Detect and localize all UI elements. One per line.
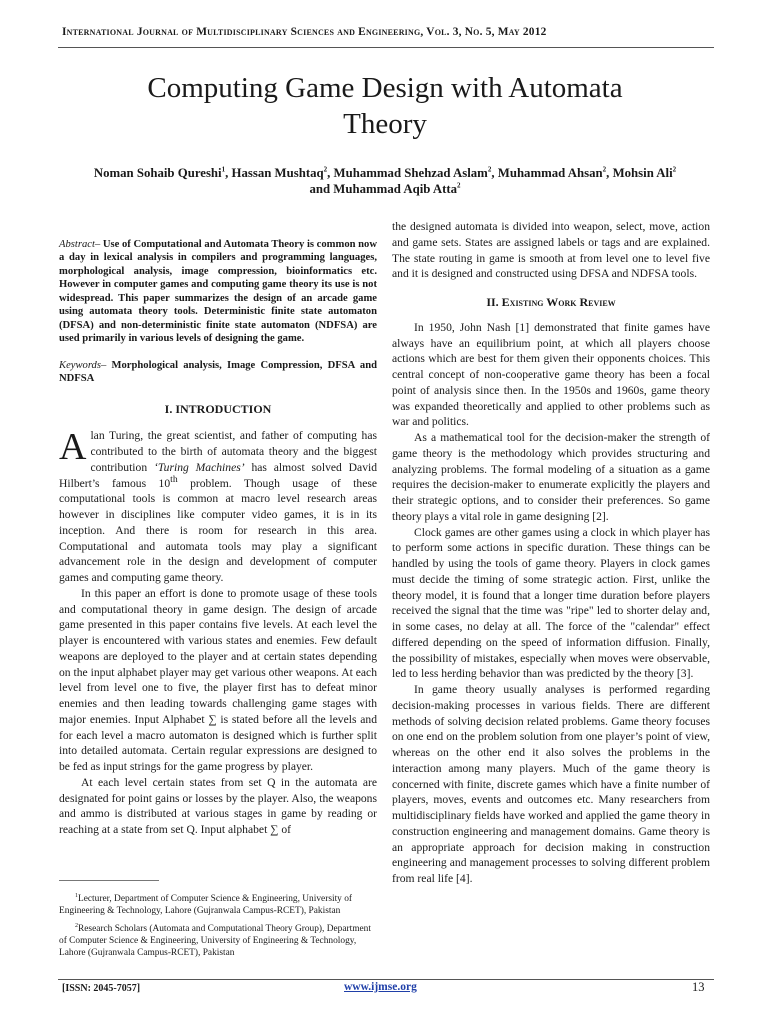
author-affiliation-mark: 2: [672, 165, 677, 174]
author-name: Muhammad Aqib Atta: [333, 182, 458, 196]
author-separator: ,: [491, 166, 498, 180]
review-paragraph-3: Clock games are other games using a clock in which player has to perform some actions in specific duration. These things can be handled by using the tools of game theory. Players in clock games must decide the timing of some strategic action. First, unlike the theory model, it is found that a longer time duration before players received the signal that the time was "ripe" led to shorter delay and, in some cases, no delay at all. The force of the "calendar" effect differed depending on the speed of information diffusion. Finally, the possibility of mistakes, especially when moves were observable, led to less herding behavior than was predicted by the theory [3].: [392, 525, 710, 681]
section-number: II.: [486, 295, 499, 309]
title-line-1: Computing Game Design with Automata: [147, 72, 623, 104]
section-heading-existing-work: [392, 295, 710, 311]
page-number: 13: [692, 980, 705, 994]
intro-paragraph-4: the designed automata is divided into weapon, select, move, action and game sets. States are assigned labels or tags and are explained. The state routing in game is smooth at from level one to level five and it is designed and constructed using DFSA and NDFSA tools.: [392, 220, 710, 281]
footer-rule: [58, 979, 714, 980]
author-separator: ,: [225, 166, 232, 180]
turing-machines-phrase: ‘Turing Machines’: [154, 460, 245, 474]
intro-text: has almost solved David Hilbert’s famous 10: [59, 460, 378, 490]
author-name: Noman Sohaib Qureshi: [93, 166, 222, 180]
footnote: [59, 923, 377, 960]
intro-paragraph-1: [59, 428, 377, 586]
keywords-text: Morphological analysis, Image Compression, DFSA and NDFSA: [59, 359, 377, 385]
abstract-label: Abstract–: [59, 239, 101, 250]
author-separator: ,: [606, 166, 613, 180]
review-paragraph-1: In 1950, John Nash [1] demonstrated that finite games have always have an equilibrium point, at which all players choose actions which are best for them given their opponents choices. This central concept of non-cooperative game theory has been a focal point of analysis since then. In the 1950s and 1960s, game theory was expanded theoretically and applied to other problems such as war and politics.: [392, 320, 710, 429]
section-heading-introduction: I. INTRODUCTION: [164, 401, 272, 416]
section-title: Existing Work Review: [501, 295, 616, 309]
title-line-2: Theory: [343, 108, 427, 140]
footnote-mark: 1: [75, 892, 78, 899]
intro-paragraph-2: In this paper an effort is done to promote usage of these tools and computational theory in game design. The design of arcade game presented in this paper contains five levels. At each level the player is encountered with various states and enemies. Few default weapons are deployed to the player and at certain states depending on the input alphabet player may get various other weapons. At each level from level one to five, the player first has to defeat minor enemies and then leading towards challenging game stages with major enemies. Input Alphabet ∑ is stated before all the levels and for each level a macro automaton is designed which is further split into detailed automata. Certain regular expressions are designed to be fed as input strings for the game progress by player.: [59, 586, 377, 774]
footnote-rule: [59, 880, 159, 881]
author-separator: and: [309, 182, 334, 196]
review-paragraph-2: As a mathematical tool for the decision-maker the strength of game theory is the methodology which provides structuring and analyzing problems. The formal modeling of a situation as a game requires the decision-maker to enumerate explicitly the players and their strategic options, and to consider their preferences. So game theory plays a vital role in game designing [2].: [392, 431, 710, 523]
author-name: Muhammad Ahsan: [497, 166, 603, 180]
footnotes: [59, 893, 377, 964]
ordinal-suffix: th: [170, 473, 178, 485]
running-head: International Journal of Multidisciplinary Sciences and Engineering, Vol. 3, No. 5, May 2012: [62, 26, 547, 38]
abstract-text: Use of Computational and Automata Theory is common now a day in lexical analysis in compilers and programming languages, morphological analysis, image compression, bioinformatics etc. However in computer games and computing game theory its use is not widespread. This paper summarizes the design of an arcade game using automata theory tools. Deterministic finite state automaton (DFSA) and non-deterministic finite state automaton (NDFSA) are used primarily in various levels of designing the game.: [59, 239, 377, 345]
paper-title: [80, 70, 690, 142]
footnote-text: Research Scholars (Automata and Computational Theory Group), Department of Computer Science & Engineering, University of Engineering & Technology, Lahore (Gujranwala Campus-RCET), Pakistan: [59, 923, 371, 959]
author-affiliation-mark: 2: [602, 165, 607, 174]
header-rule: [58, 47, 714, 48]
issn-label: [ISSN: 2045-7057]: [62, 983, 141, 994]
keywords: [59, 359, 377, 386]
keywords-label: Keywords–: [59, 359, 107, 371]
author-name: Mohsin Ali: [612, 166, 673, 180]
footnote: [59, 893, 377, 918]
intro-text: lan Turing, the great scientist, and father of computing has contributed to the birth of automata theory and the biggest contribution: [90, 429, 377, 474]
footnote-text: Lecturer, Department of Computer Science & Engineering, University of Engineering & Technology, Lahore (Gujranwala Campus-RCET), Pakistan: [59, 894, 353, 917]
intro-paragraph-3: At each level certain states from set Q in the automata are designated for point gains or losses by the player. Also, the weapons and ammo is distributed at various stages in game by reading or reaching at a state from set Q. Input alphabet ∑ of: [59, 775, 377, 837]
author-separator: ,: [327, 166, 334, 180]
drop-cap: A: [59, 426, 87, 469]
author-name: Hassan Mushtaq: [231, 166, 324, 180]
journal-website-link[interactable]: www.ijmse.org: [344, 981, 417, 993]
author-affiliation-mark: 2: [487, 165, 492, 174]
right-column: [392, 219, 710, 887]
abstract: [59, 238, 377, 346]
review-paragraph-4: In game theory usually analyses is performed regarding decision-making processes in various fields. There are different methods of solving decision related problems. Game theory focuses on one end on the problem solution from one player’s point of view, whereas on the other end it also solves the problems in the interaction among many players. Much of the game theory is concerned with finite, discrete games which have a finite number of players, moves, events and outcomes etc. Many researchers from multidisciplinary fields have worked and applied the game theory in construction engineering and management domains. Game theory is an appropriate approach for decision making in construction engineering and management processes to solving different problem from real life [4].: [392, 683, 710, 885]
left-column: [59, 238, 377, 838]
author-affiliation-mark: 2: [457, 181, 461, 190]
author-affiliation-mark: 1: [221, 165, 226, 174]
author-name: Muhammad Shehzad Aslam: [333, 166, 488, 180]
author-list: [90, 165, 680, 197]
intro-text: problem. Though usage of these computational tools is common at macro level research areas however in disciplines like computer video games, it is in its inception. And there is room for research in this area. Computational and automata tools may play a significant advancement role in the design and development of computer games and computing game theory.: [59, 476, 378, 585]
author-affiliation-mark: 2: [323, 165, 328, 174]
footnote-mark: 2: [75, 922, 78, 929]
